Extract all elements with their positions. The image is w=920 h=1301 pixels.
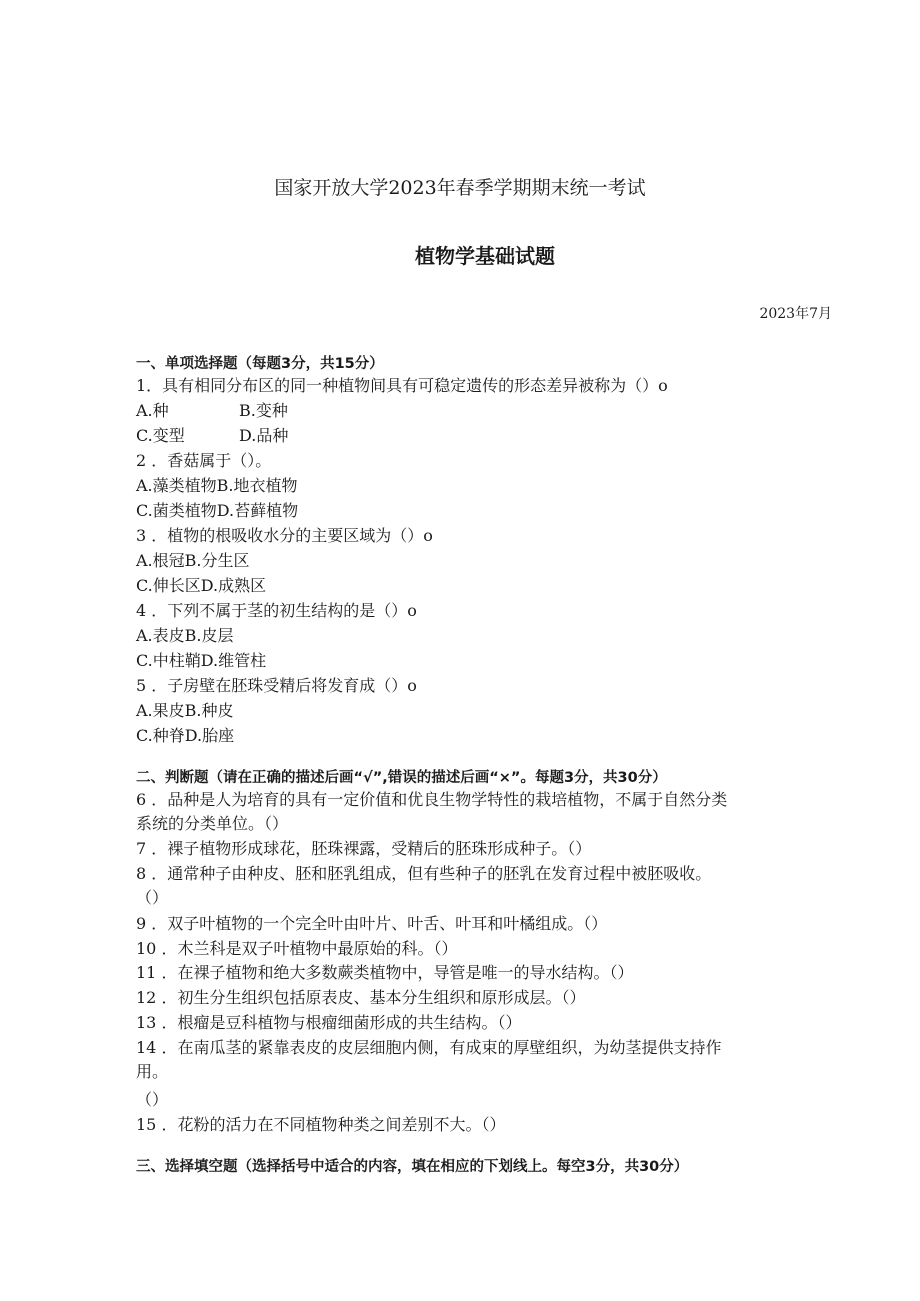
question-line: 9 ．双子叶植物的一个完全叶由叶片、叶舌、叶耳和叶橘组成。（） bbox=[136, 914, 608, 933]
option-line: A.表皮B.皮层 bbox=[136, 626, 234, 645]
question-line: 13 ．根瘤是豆科植物与根瘤细菌形成的共生结构。（） bbox=[136, 1013, 522, 1032]
option-text: B.变种 bbox=[239, 401, 288, 420]
option-text: A.种 bbox=[136, 401, 169, 420]
question-line: 11 ．在裸子植物和绝大多数蕨类植物中，导管是唯一的导水结构。（） bbox=[136, 963, 634, 982]
question-line: 4 ．下列不属于茎的初生结构的是（）o bbox=[136, 601, 417, 620]
question-line: 8 ．通常种子由种皮、胚和胚乳组成，但有些种子的胚乳在发育过程中被胚吸收。 bbox=[136, 864, 712, 883]
question-line: （） bbox=[136, 1090, 169, 1109]
question-line: 14 ．在南瓜茎的紧靠表皮的皮层细胞内侧，有成束的厚壁组织，为幼茎提供支持作 bbox=[136, 1038, 722, 1057]
option-line: C.伸长区D.成熟区 bbox=[136, 576, 267, 595]
question-line: 6 ．品种是人为培育的具有一定价值和优良生物学特性的栽培植物，不属于自然分类 bbox=[136, 790, 728, 809]
question-line: 系统的分类单位。（） bbox=[136, 814, 289, 833]
question-line: 7 ．裸子植物形成球花，胚珠裸露，受精后的胚珠形成种子。（） bbox=[136, 839, 592, 858]
question-line: 10 ．木兰科是双子叶植物中最原始的科。（） bbox=[136, 939, 458, 958]
question-line: 12 ．初生分生组织包括原表皮、基本分生组织和原形成层。（） bbox=[136, 988, 586, 1007]
question-line: 15 ．花粉的活力在不同植物种类之间差别不大。（） bbox=[136, 1115, 506, 1134]
exam-date: 2023年7月 bbox=[759, 306, 832, 322]
question-line: 1．具有相同分布区的同一种植物间具有可稳定遗传的形态差异被称为（）o bbox=[136, 376, 668, 395]
subject-title: 植物学基础试题 bbox=[415, 244, 555, 268]
section-heading-fill-in: 三、选择填空题（选择括号中适合的内容，填在相应的下划线上。每空3分，共30分） bbox=[136, 1159, 689, 1175]
option-text: D.品种 bbox=[239, 426, 289, 445]
question-line: 3 ．植物的根吸收水分的主要区域为（）o bbox=[136, 526, 433, 545]
section-heading-true-false: 二、判断题（请在正确的描述后画“√”,错误的描述后画“×”。每题3分，共30分） bbox=[136, 770, 667, 786]
option-line: A.藻类植物B.地衣植物 bbox=[136, 476, 298, 495]
question-line: 2 ．香菇属于（）。 bbox=[136, 451, 272, 470]
exam-title: 国家开放大学2023年春季学期期末统一考试 bbox=[274, 177, 646, 199]
section-heading-single-choice: 一、单项选择题（每题3分，共15分） bbox=[136, 356, 384, 372]
question-line: 5 ．子房壁在胚珠受精后将发育成（）o bbox=[136, 676, 417, 695]
question-line: （） bbox=[136, 888, 169, 907]
option-line: C.中柱鞘D.维管柱 bbox=[136, 651, 267, 670]
option-line: C.种脊D.胎座 bbox=[136, 726, 235, 745]
option-text: C.变型 bbox=[136, 426, 185, 445]
option-line: A.果皮B.种皮 bbox=[136, 701, 234, 720]
option-line: C.菌类植物D.苔藓植物 bbox=[136, 501, 299, 520]
option-line: A.根冠B.分生区 bbox=[136, 551, 250, 570]
question-line: 用。 bbox=[136, 1062, 169, 1081]
